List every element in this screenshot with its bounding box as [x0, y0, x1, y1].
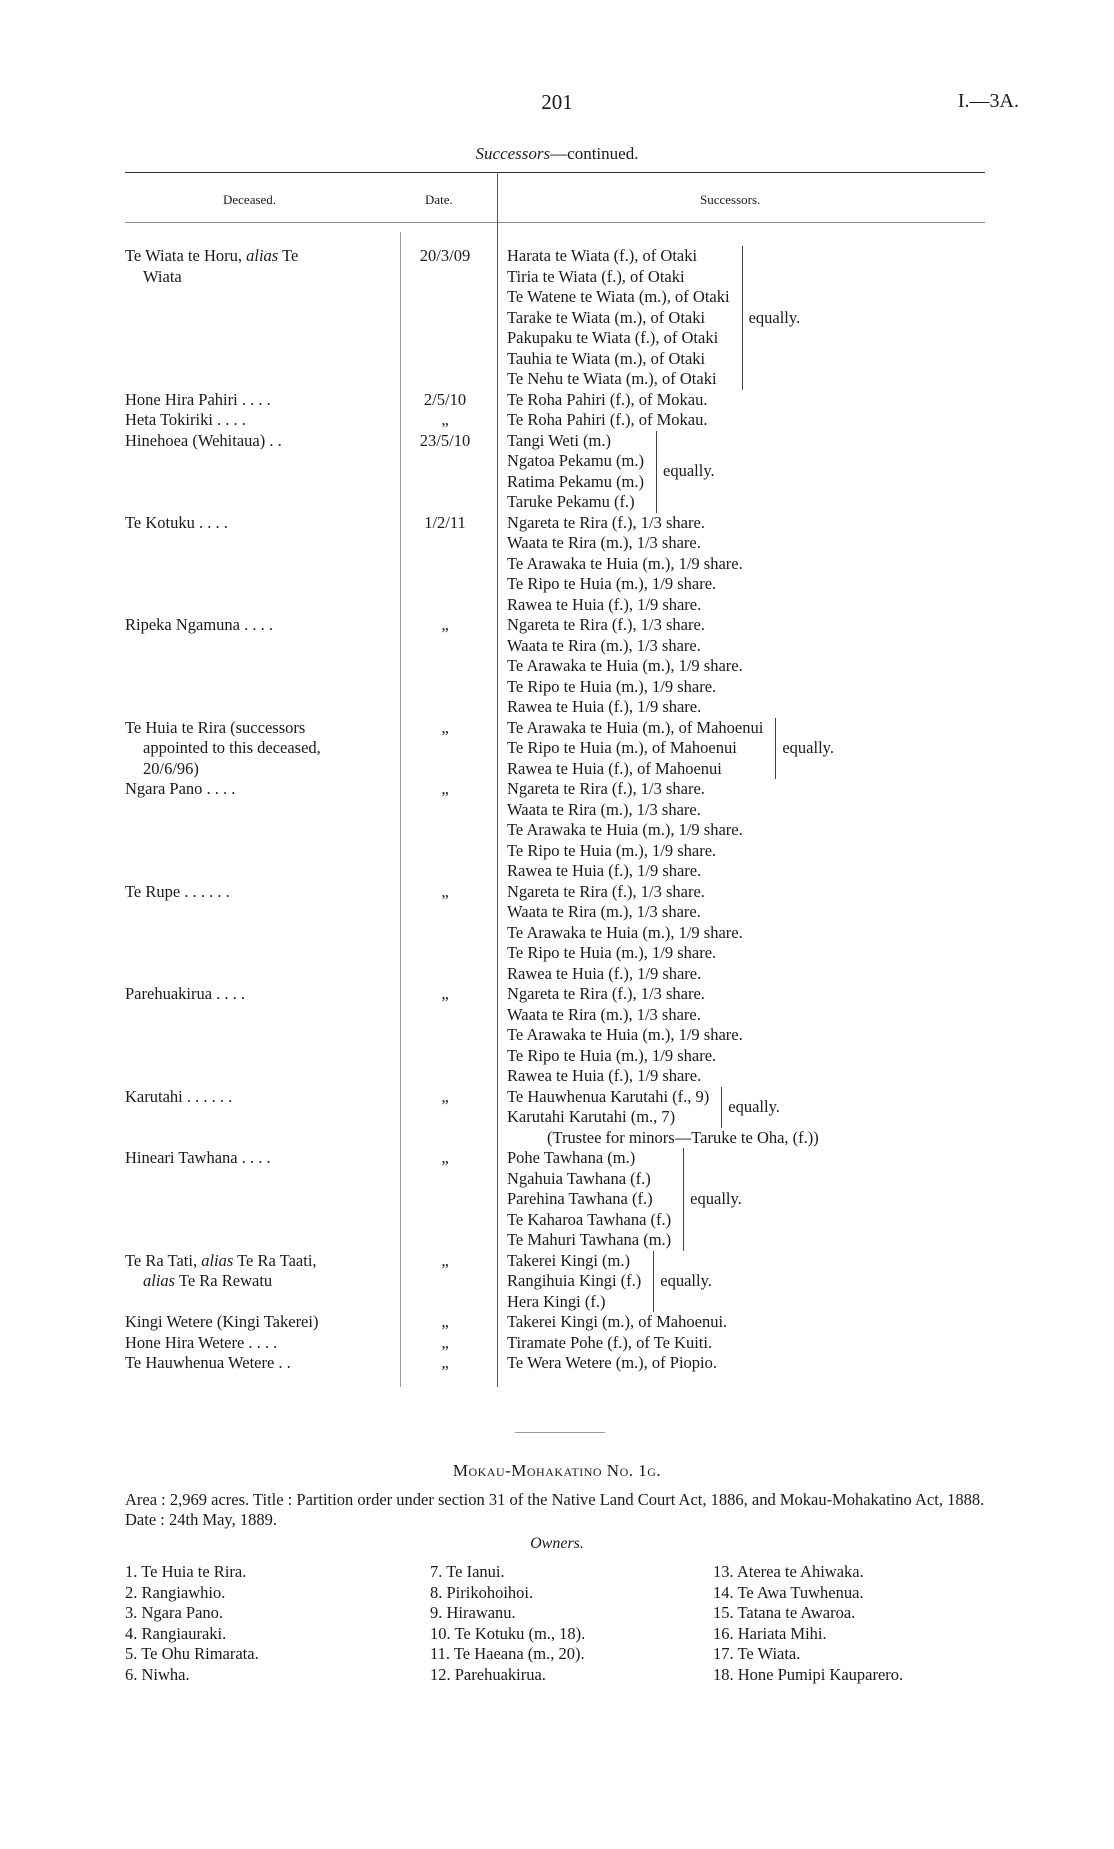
deceased-line: Te Rupe . . . . . . [125, 881, 230, 901]
date-cell: „ [441, 615, 449, 634]
successor-line: Pakupaku te Wiata (f.), of Otaki [507, 328, 719, 347]
successor-line: Waata te Rira (m.), 1/3 share. [507, 902, 701, 921]
owner-entry: 5. Te Ohu Rimarata. [125, 1644, 259, 1663]
deceased-cell [125, 1333, 393, 1354]
column-header-deceased: Deceased. [223, 192, 277, 207]
deceased-cell [125, 615, 393, 718]
successor-line: Rawea te Huia (f.), 1/9 share. [507, 697, 702, 716]
successor-line: Waata te Rira (m.), 1/3 share. [507, 1004, 701, 1024]
deceased-line: Wiata [143, 266, 182, 286]
successor-line: Parehina Tawhana (f.) [507, 1189, 653, 1208]
deceased-line: Hineari Tawhana . . . . [125, 1148, 271, 1167]
deceased-line: appointed to this deceased, [143, 738, 321, 757]
owner-entry: 4. Rangiauraki. [125, 1623, 227, 1643]
subtitle-italic: Successors [475, 144, 551, 163]
successor-line: Rawea te Huia (f.), 1/9 share. [507, 1066, 702, 1085]
table-row [125, 615, 834, 718]
successor-line: Waata te Rira (m.), 1/3 share. [507, 635, 701, 655]
page-subtitle [0, 144, 1114, 164]
successor-line: Harata te Wiata (f.), of Otaki [507, 246, 698, 265]
successors-table-body [125, 246, 834, 1374]
owners-column-2 [430, 1562, 585, 1685]
table-row [125, 513, 834, 616]
owner-entry: 14. Te Awa Tuwhenua. [713, 1582, 864, 1602]
deceased-cell [125, 410, 393, 431]
successor-line: Te Ripo te Huia (m.), 1/9 share. [507, 676, 717, 696]
successor-line: Rawea te Huia (f.), 1/9 share. [507, 861, 702, 880]
date-cell: „ [441, 984, 449, 1003]
date-cell: „ [441, 1353, 449, 1372]
successor-line: Tarake te Wiata (m.), of Otaki [507, 307, 706, 327]
bracket-note: equally. [775, 718, 834, 780]
deceased-cell [125, 984, 393, 1087]
successors-cell [497, 984, 834, 1087]
date-cell: „ [441, 779, 449, 798]
owner-entry: 7. Te Ianui. [430, 1562, 505, 1581]
owner-entry: 11. Te Haeana (m., 20). [430, 1644, 585, 1663]
successor-line: Te Ripo te Huia (m.), 1/9 share. [507, 1045, 717, 1065]
deceased-line: Hone Hira Pahiri . . . . [125, 389, 271, 409]
subtitle-rest: —continued. [550, 144, 639, 163]
successors-cell [497, 390, 834, 411]
owner-entry: 15. Tatana te Awaroa. [713, 1603, 856, 1622]
successor-line: Rawea te Huia (f.), of Mahoenui [507, 758, 722, 778]
owner-entry: 1. Te Huia te Rira. [125, 1562, 247, 1581]
successor-line: Te Arawaka te Huia (m.), 1/9 share. [507, 553, 743, 573]
deceased-line: Te Wiata te Horu, alias Te [125, 246, 299, 265]
table-row [125, 882, 834, 985]
deceased-cell [125, 513, 393, 616]
successor-line: Tiramate Pohe (f.), of Te Kuiti. [507, 1332, 713, 1352]
successors-cell [497, 1312, 834, 1333]
successor-line: Te Ripo te Huia (m.), 1/9 share. [507, 943, 717, 962]
deceased-line: Te Kotuku . . . . [125, 512, 228, 532]
successors-cell [497, 1333, 834, 1354]
deceased-cell [125, 1353, 393, 1374]
successor-line: Rangihuia Kingi (f.) [507, 1271, 642, 1290]
table-top-rule [125, 172, 985, 173]
owner-entry: 9. Hirawanu. [430, 1603, 516, 1622]
successor-line: Te Ripo te Huia (m.), 1/9 share. [507, 840, 717, 860]
deceased-line: alias Te Ra Rewatu [143, 1271, 273, 1290]
table-row [125, 410, 834, 431]
document-reference: I.—3A. [957, 90, 1019, 112]
page-number: 201 [541, 90, 573, 114]
successors-cell [497, 1353, 834, 1374]
section-title: Mokau-Mohakatino No. 1g. [452, 1461, 662, 1480]
table-row [125, 1251, 834, 1313]
table-row [125, 984, 834, 1087]
successor-line: Rawea te Huia (f.), 1/9 share. [507, 594, 702, 614]
bracket-note: equally. [742, 246, 801, 390]
deceased-cell [125, 390, 393, 411]
successor-line: Te Arawaka te Huia (m.), of Mahoenui [507, 717, 764, 737]
successor-line: Te Mahuri Tawhana (m.) [507, 1230, 672, 1249]
successors-cell [497, 718, 834, 780]
deceased-line: Te Hauwhenua Wetere . . [125, 1353, 291, 1372]
deceased-line: Heta Tokiriki . . . . [125, 410, 246, 429]
successor-line: Te Roha Pahiri (f.), of Mokau. [507, 410, 708, 429]
deceased-line: Kingi Wetere (Kingi Takerei) [125, 1312, 319, 1331]
deceased-line: Parehuakirua . . . . [125, 984, 246, 1003]
successor-line: Waata te Rira (m.), 1/3 share. [507, 533, 701, 552]
successor-line: Te Arawaka te Huia (m.), 1/9 share. [507, 656, 743, 675]
table-row [125, 718, 834, 780]
owner-entry: 2. Rangiawhio. [125, 1582, 226, 1602]
owner-entry: 16. Hariata Mihi. [713, 1623, 827, 1643]
bracket-note: equally. [721, 1087, 780, 1128]
date-cell: 23/5/10 [419, 430, 471, 450]
successor-line: Te Watene te Wiata (m.), of Otaki [507, 287, 730, 306]
successor-line: Tauhia te Wiata (m.), of Otaki [507, 348, 706, 368]
successor-line: Pohe Tawhana (m.) [507, 1148, 636, 1167]
successor-line: Tangi Weti (m.) [507, 430, 611, 450]
table-row [125, 1333, 834, 1354]
successors-cell [497, 246, 834, 390]
successor-line: Ratima Pekamu (m.) [507, 471, 645, 491]
successor-line: Karutahi Karutahi (m., 7) [507, 1107, 676, 1126]
deceased-cell [125, 718, 393, 780]
successor-line: Ngareta te Rira (f.), 1/3 share. [507, 779, 705, 798]
table-row [125, 1312, 834, 1333]
successors-cell [497, 1251, 834, 1313]
date-cell: „ [441, 1148, 449, 1167]
successor-line: Ngahuia Tawhana (f.) [507, 1168, 651, 1188]
successor-line: Te Nehu te Wiata (m.), of Otaki [507, 369, 717, 388]
date-cell: „ [441, 1086, 449, 1106]
date-cell: „ [441, 1312, 449, 1331]
table-row [125, 431, 834, 513]
successors-cell [497, 1148, 834, 1251]
table-row [125, 1353, 834, 1374]
successor-line: Te Wera Wetere (m.), of Piopio. [507, 1353, 718, 1372]
successor-line: Tiria te Wiata (f.), of Otaki [507, 266, 685, 286]
successor-line: Te Arawaka te Huia (m.), 1/9 share. [507, 1025, 743, 1044]
successor-line: Te Ripo te Huia (m.), of Mahoenui [507, 738, 737, 757]
deceased-line: Ripeka Ngamuna . . . . [125, 615, 274, 634]
deceased-cell [125, 1312, 393, 1333]
table-header-rule [125, 222, 985, 223]
table-row [125, 390, 834, 411]
table-row [125, 1148, 834, 1251]
successor-line: Te Ripo te Huia (m.), 1/9 share. [507, 574, 717, 593]
date-cell: 20/3/09 [419, 246, 471, 265]
successor-line: Te Roha Pahiri (f.), of Mokau. [507, 389, 708, 409]
successor-line: Ngareta te Rira (f.), 1/3 share. [507, 512, 705, 532]
successor-line: Ngatoa Pekamu (m.) [507, 451, 645, 470]
deceased-line: Hinehoea (Wehitaua) . . [125, 430, 282, 450]
successors-cell [497, 615, 834, 718]
deceased-cell [125, 779, 393, 882]
successor-line: Ngareta te Rira (f.), 1/3 share. [507, 881, 705, 901]
successor-line: Ngareta te Rira (f.), 1/3 share. [507, 615, 705, 634]
table-row [125, 1087, 834, 1149]
column-header-successors: Successors. [700, 192, 761, 207]
date-cell: „ [441, 881, 449, 901]
date-cell: „ [441, 410, 449, 429]
successors-cell [497, 410, 834, 431]
date-cell: „ [441, 717, 449, 737]
successor-line: Takerei Kingi (m.) [507, 1250, 631, 1270]
section-divider [515, 1432, 605, 1433]
successors-table [125, 246, 834, 1374]
deceased-line: Te Ra Tati, alias Te Ra Taati, [125, 1250, 317, 1270]
owner-entry: 6. Niwha. [125, 1664, 190, 1684]
successor-line: Te Kaharoa Tawhana (f.) [507, 1209, 672, 1229]
successor-line: Hera Kingi (f.) [507, 1291, 606, 1311]
successor-line: Takerei Kingi (m.), of Mahoenui. [507, 1312, 728, 1331]
owner-entry: 3. Ngara Pano. [125, 1603, 224, 1622]
deceased-cell [125, 431, 393, 513]
successor-line: Te Arawaka te Huia (m.), 1/9 share. [507, 922, 743, 942]
successors-cell [497, 1087, 834, 1149]
owners-column-1 [125, 1562, 259, 1685]
bracket-note: equally. [653, 1251, 712, 1313]
successors-cell [497, 882, 834, 985]
table-row [125, 779, 834, 882]
owners-column-3 [713, 1562, 903, 1685]
owner-entry: 18. Hone Pumipi Kauparero. [713, 1664, 904, 1684]
successor-line: Te Arawaka te Huia (m.), 1/9 share. [507, 820, 743, 839]
successors-cell [497, 779, 834, 882]
deceased-cell [125, 1087, 393, 1149]
deceased-cell [125, 882, 393, 985]
trustee-note: (Trustee for minors—Taruke te Oha, (f.)) [547, 1127, 819, 1147]
date-cell: 1/2/11 [424, 512, 466, 532]
deceased-line: Te Huia te Rira (successors [125, 717, 306, 737]
date-cell: 2/5/10 [423, 389, 467, 409]
bracket-note: equally. [683, 1148, 742, 1251]
bracket-note: equally. [656, 431, 715, 513]
successors-cell [497, 431, 834, 513]
successor-line: Rawea te Huia (f.), 1/9 share. [507, 963, 702, 983]
owner-entry: 10. Te Kotuku (m., 18). [430, 1623, 586, 1643]
deceased-line: Hone Hira Wetere . . . . [125, 1332, 278, 1352]
deceased-line: Karutahi . . . . . . [125, 1086, 233, 1106]
owner-entry: 12. Parehuakirua. [430, 1664, 546, 1684]
owner-entry: 17. Te Wiata. [713, 1644, 801, 1663]
date-cell: „ [441, 1250, 449, 1270]
table-row [125, 246, 834, 390]
deceased-cell [125, 1148, 393, 1251]
owners-heading: Owners. [530, 1535, 584, 1552]
date-cell: „ [441, 1332, 449, 1352]
successor-line: Ngareta te Rira (f.), 1/3 share. [507, 984, 705, 1003]
deceased-cell [125, 1251, 393, 1313]
deceased-line: Ngara Pano . . . . [125, 779, 236, 798]
successor-line: Waata te Rira (m.), 1/3 share. [507, 799, 701, 819]
successor-line: Taruke Pekamu (f.) [507, 492, 635, 511]
deceased-cell [125, 246, 393, 390]
successor-line: Te Hauwhenua Karutahi (f., 9) [507, 1086, 710, 1106]
section-description: Area : 2,969 acres. Title : Partition order under section 31 of the Native Land Court Act, 1886, and Mokau-Mohakatino Act, 1888. Date : 24th May, 1889. [125, 1490, 985, 1529]
owner-entry: 13. Aterea te Ahiwaka. [713, 1562, 864, 1581]
owner-entry: 8. Pirikohoihoi. [430, 1582, 534, 1602]
deceased-line: 20/6/96) [143, 758, 199, 778]
successors-cell [497, 513, 834, 616]
column-header-date: Date. [425, 192, 453, 207]
